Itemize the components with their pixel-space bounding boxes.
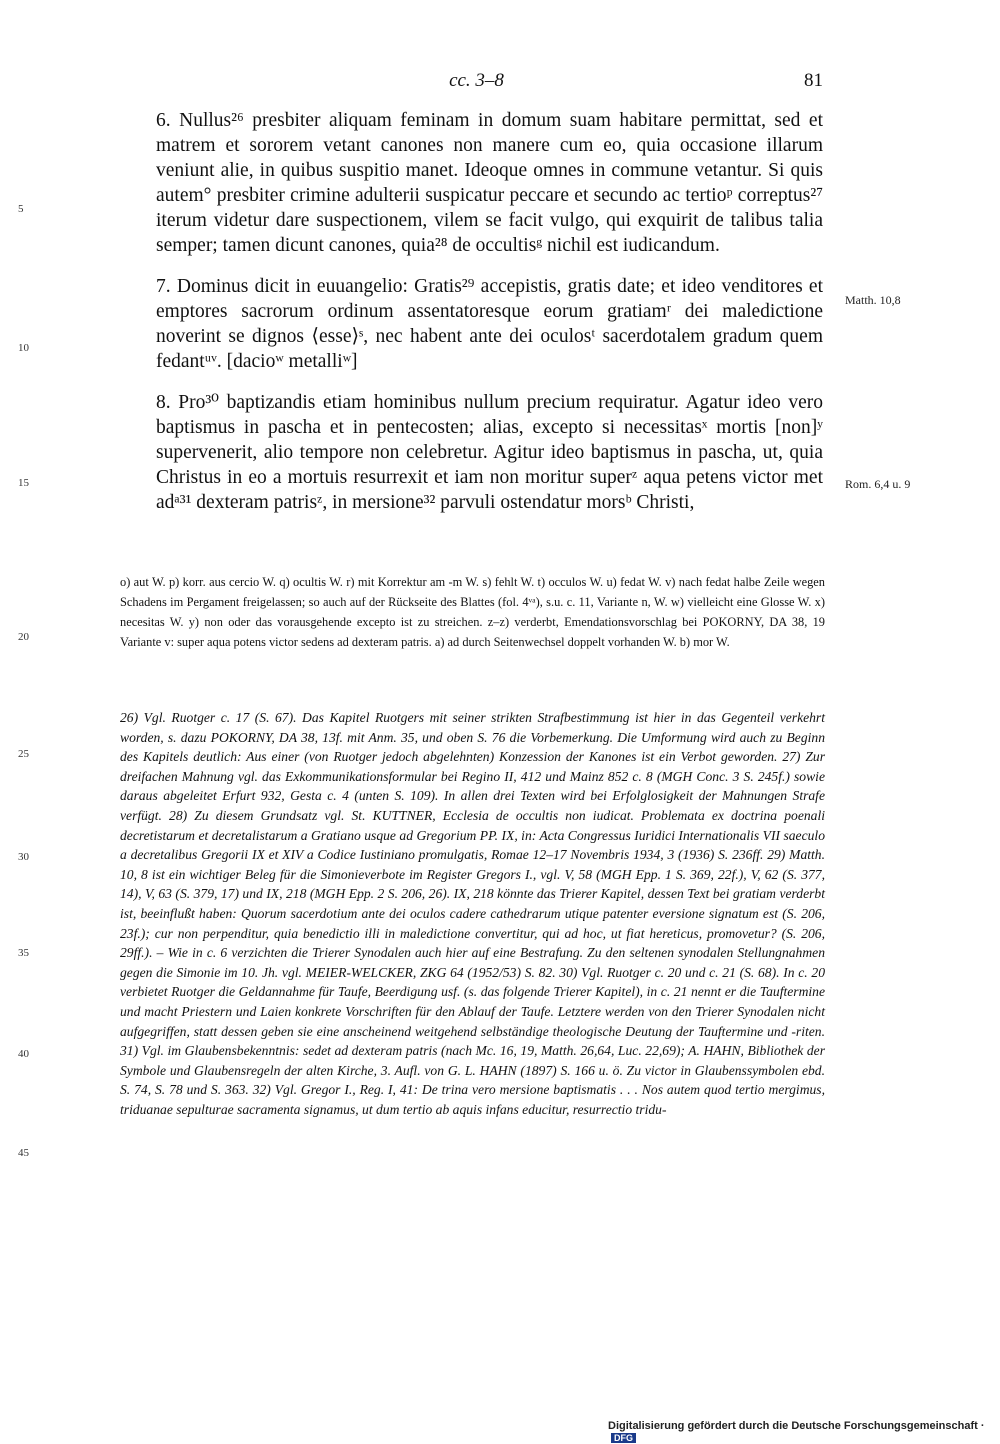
critical-apparatus: o) aut W. p) korr. aus cercio W. q) ocultis W. r) mit Korrektur am -m W. s) fehlt W. t) occulos W. u) fedat W. v) nach fedat halbe Zeile wegen Schadens im Pergament freigelassen; so auch auf der Rückseite des Blattes (fol. 4ᵛᵃ), s.u. c. 11, Variante n, W. w) vielleicht eine Glosse W. x) necesitas W. y) non oder das vorausgehende excepto ist zu streichen. z–z) verderbt, Emendationsvorschlag bei POKORNY, DA 38, 19 Variante v: super aqua potens victor sedens ad dexteram patris. a) ad durch Seitenwechsel doppelt vorhanden W. b) mor W. — [120, 575, 825, 649]
digitization-footer — [608, 1420, 1000, 1444]
line-number: 40 — [18, 1048, 29, 1060]
line-number: 45 — [18, 1147, 29, 1159]
line-number: 30 — [18, 851, 29, 863]
line-number: 5 — [18, 203, 24, 215]
margin-reference: Rom. 6,4 u. 9 — [845, 477, 911, 491]
chapter-7: 7. Dominus dicit in euuangelio: Gratis²⁹ accepistis, gratis date; et ideo venditores et emptores sacrorum ordinum assentatoresque eorum gratiamʳ dei maledictione noverint se dignos ⟨esse⟩ˢ, nec habent ante dei oculosᵗ sacerdotalem gradum quem fedantᵘᵛ. [dacioʷ metalliʷ] — [156, 276, 823, 372]
dfg-logo: DFG — [611, 1433, 636, 1443]
line-number: 25 — [18, 748, 29, 760]
commentary-notes: 26) Vgl. Ruotger c. 17 (S. 67). Das Kapitel Ruotgers mit seiner strikten Strafbestimmung ist hier in das Gegenteil verkehrt worden, s. dazu POKORNY, DA 38, 13f. mit Anm. 35, und oben S. 76 die Vorbemerkung. Die Umformung wird auch zu Beginn des Kapitels deutlich: Aus einer (von Ruotger jedoch abgelehnten) Konzession der Kanones ist ein Verbot geworden. 27) Zur dreifachen Mahnung vgl. das Exkommunikationsformular bei Regino II, 412 und Mainz 852 c. 8 (MGH Conc. 3 S. 245f.) sowie daraus abgeleitet Erfurt 932, Gesta c. 4 (unten S. 109). In allen drei Texten wird bei Erfolglosigkeit der Mahnungen Strafe verfügt. 28) Zu diesem Grundsatz vgl. St. KUTTNER, Ecclesia de occultis non iudicat. Problemata ex doctrina poenali decretistarum et decretalistarum a Gratiano usque ad Gregorium PP. IX, in: Acta Congressus Iuridici Internationalis VII saeculo a decretalibus Gregorii IX et XIV a Codice Iustiniano promulgatis, Romae 12–17 Novembris 1934, 3 (1936) S. 236ff. 29) Matth. 10, 8 ist ein wichtiger Beleg für die Simonieverbote im Register Gregors I., vgl. V, 58 (MGH Epp. 1 S. 369, 22f.), V, 62 (S. 377, 14), V, 63 (S. 379, 17) und IX, 218 (MGH Epp. 2 S. 206, 26). IX, 218 könnte das Trierer Kapitel, dessen Text bei gratiam verderbt ist, beeinflußt haben: Quorum sacerdotium ante dei oculos cadere cathedrarum utique patenter eversione signatum est (S. 206, 23f.); cur non perpenditur, quia benedictio illi in maledictione convertitur, qui ad hoc, ut fiat hereticus, promovetur? (S. 206, 29ff.). – Wie in c. 6 verzichten die Trierer Synodalen auch hier auf eine Bestrafung. Zu den seltenen synodalen Stellungnahmen gegen die Simonie im 10. Jh. vgl. MEIER-WELCKER, ZKG 64 (1952/53) S. 82. 30) Vgl. Ruotger c. 20 und c. 21 (S. 68). In c. 20 verbietet Ruotger die Geldannahme für Taufe, Beerdigung usf. (s. das folgende Trierer Kapitel), in c. 21 nennt er die Tauftermine und macht Priestern und Laien konkrete Vorschriften für den Ablauf der Taufe. Letztere werden von den Trierer Synodalen nicht aufgegriffen, statt dessen geben sie eine anscheinend weitgehend selbständige theologische Deutung der Tauftermine und -riten. 31) Vgl. im Glaubensbekenntnis: sedet ad dexteram patris (nach Mc. 16, 19, Matth. 26,64, Luc. 22,69); A. HAHN, Bibliothek der Symbole und Glaubensregeln der alten Kirche, 3. Aufl. von G. L. HAHN (1897) S. 166 u. ö. Zu victor in Glaubenssymbolen ebd. S. 74, S. 78 und S. 363. 32) Vgl. Gregor I., Reg. I, 41: De trina vero mersione baptismatis . . . Nos autem quod tertio mergimus, triduanae sepulturae sacramenta signamus, ut dum tertio ab aquis infans educitur, resurrectio tridu- — [120, 710, 825, 1117]
main-text — [130, 108, 823, 515]
footer-text: Digitalisierung gefördert durch die Deutsche Forschungsgemeinschaft · — [608, 1420, 985, 1432]
chapter-8: 8. Pro³⁰ baptizandis etiam hominibus nullum precium requiratur. Agatur ideo vero baptismus in pascha et in pentecosten; alias, excepto si necessitasˣ mortis [non]ʸ supervenerit, alio tempore non celebretur. Agitur ideo baptismus in pascha, ut, quia Christus in eo a mortuis resurrexit et iam non moritur superᶻ aqua petens victor met adᵃ³¹ dexteram patrisᶻ, in mersione³² parvuli ostendatur morsᵇ Christi, — [156, 392, 823, 513]
margin-reference: Matth. 10,8 — [845, 293, 901, 307]
page-number: 81 — [804, 70, 823, 91]
line-number: 35 — [18, 947, 29, 959]
page-header — [130, 70, 823, 96]
line-number: 15 — [18, 477, 29, 489]
chapter-6: 6. Nullus²⁶ presbiter aliquam feminam in domum suam habitare permittat, sed et matrem et sororem vetant canones non manere cum eo, quia occasione illarum veniunt alie, in quibus suspitio manet. Ideoque omnes in commune vetantur. Si quis autem° presbiter crimine adulterii suspicatur peccare et secundo ac tertioᵖ correptus²⁷ iterum videtur dare suspectionem, vilem se facit vulgo, qui exquirit de talibus talia semper; tamen dicunt canones, quia²⁸ de occultisᵍ nichil est iudicandum. — [156, 110, 823, 256]
line-number: 20 — [18, 631, 29, 643]
line-number: 10 — [18, 342, 29, 354]
running-head: cc. 3–8 — [449, 70, 504, 91]
